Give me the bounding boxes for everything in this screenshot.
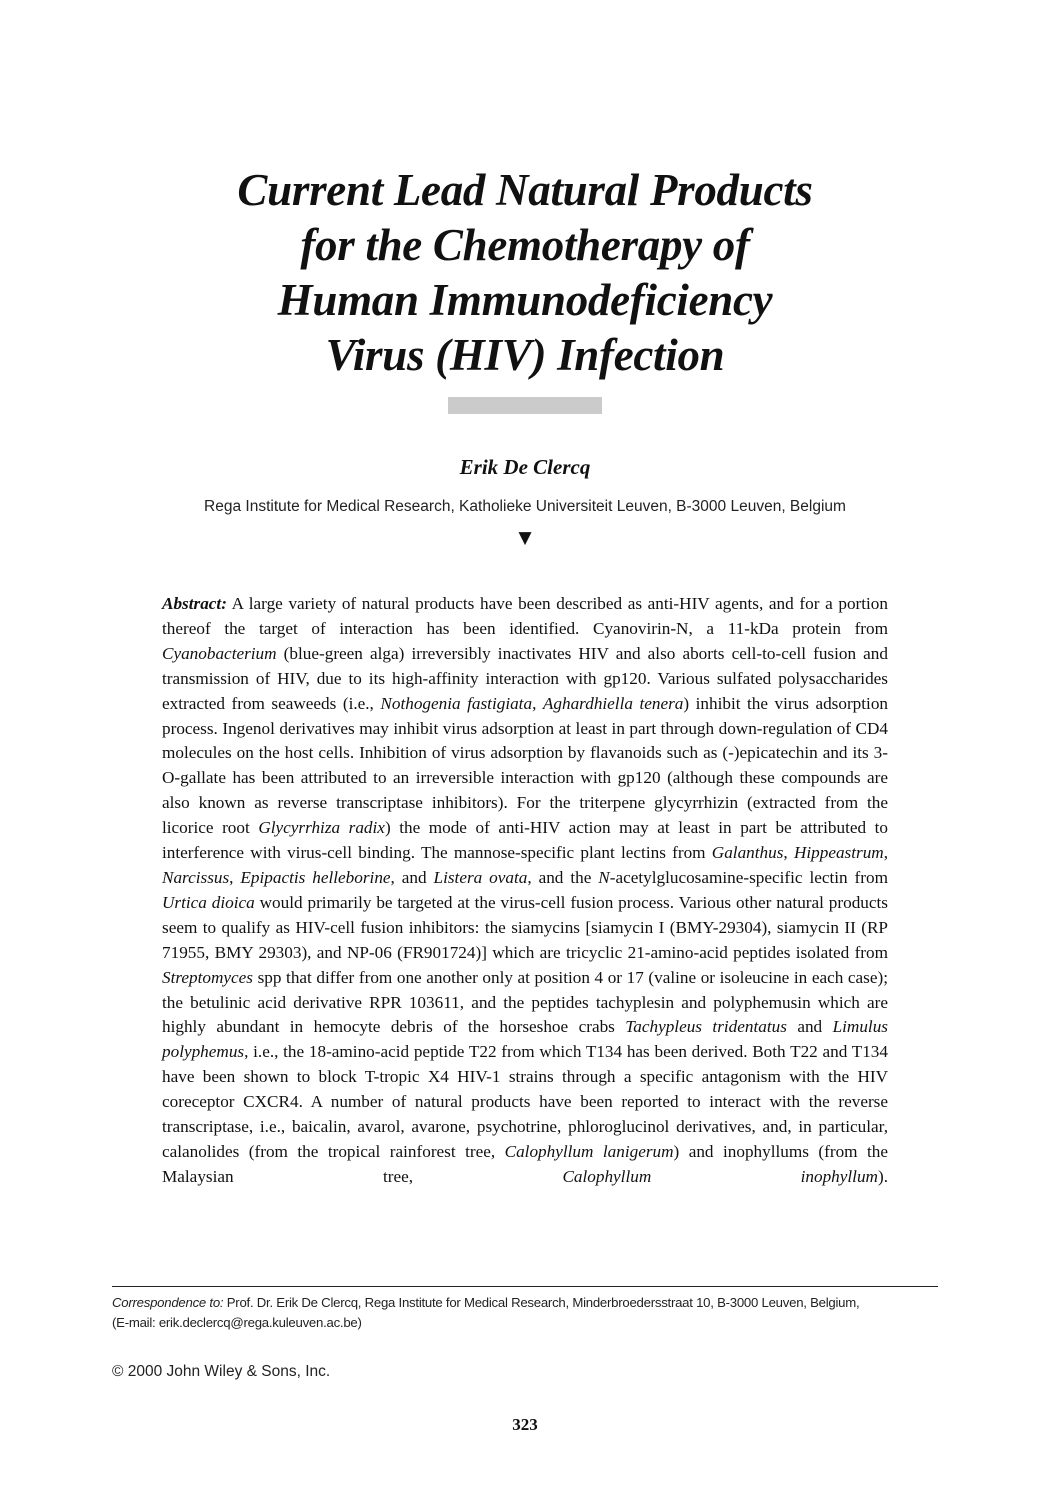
abstract-body	[162, 594, 888, 1186]
abstract-text: ) and inophyllums (from the Malaysian tree,	[162, 1141, 888, 1186]
italic-term: Cyanobacterium	[162, 643, 277, 663]
italic-term: Hippeastrum	[793, 843, 884, 863]
abstract-text: and	[786, 1017, 833, 1037]
correspondence-email: (E-mail: erik.declercq@rega.kuleuven.ac.be)	[112, 1315, 362, 1330]
italic-term: Calophyllum lanigerum	[504, 1141, 674, 1161]
page-number: 323	[512, 1415, 538, 1434]
italic-term: Glycyrrhiza radix	[258, 818, 385, 838]
triangle-down-icon: ▼	[518, 528, 532, 548]
abstract-text: ,	[783, 843, 794, 863]
italic-term: Limulus polyphemus	[162, 1017, 888, 1062]
abstract-text: ,	[532, 693, 543, 713]
italic-term: Tachypleus tridentatus	[625, 1017, 787, 1037]
italic-term: Calophyllum inophyllum	[562, 1166, 878, 1186]
abstract-text: -acetylglucosamine-specific lectin from	[609, 867, 888, 887]
italic-term: Epipactis helleborine	[240, 867, 391, 887]
abstract-text: spp that differ from one another only at position 4 or 17 (valine or isoleucine in each case); the betulinic acid derivative RPR 103611, and the peptides tachyplesin and polyphemusin which are highly abundant in hemocyte debris of the horseshoe crabs	[162, 967, 888, 1037]
abstract-text: , and the	[527, 867, 599, 887]
italic-term: Urtica dioica	[162, 892, 255, 912]
title-line: Human Immunodeficiency	[277, 275, 773, 325]
author-name: Erik De Clercq	[459, 455, 591, 479]
abstract-text: ).	[877, 1166, 888, 1186]
italic-term: Galanthus	[711, 843, 784, 863]
abstract-text: A large variety of natural products have been described as anti-HIV agents, and for a portion thereof the target of interaction has been identified. Cyanovirin-N, a 11-kDa protein from	[162, 594, 888, 638]
abstract-text: , and	[390, 867, 434, 887]
abstract-text: ) inhibit the virus adsorption process. Ingenol derivatives may inhibit virus adsorption at least in part through down-regulation of CD4 molecules on the host cells. Inhibition of virus adsorption by flavanoids such as (-)epicatechin and its 3-O-gallate has been attributed to an irreversible interaction with gp120 (although these compounds are also known as reverse transcriptase inhibitors). For the triterpene glycyrrhizin (extracted from the licorice root	[162, 693, 889, 838]
footnote-rule	[112, 1286, 938, 1287]
abstract-text: ) the mode of anti-HIV action may at least in part be attributed to interference with virus-cell binding. The mannose-specific plant lectins from	[162, 818, 888, 863]
article-title	[0, 163, 1050, 383]
abstract-text: would primarily be targeted at the virus-cell fusion process. Various other natural products seem to qualify as HIV-cell fusion inhibitors: the siamycins [siamycin I (BMY-29304), siamycin II (RP 71955, BMY 29303), and NP-06 (FR901724)] which are tricyclic 21-amino-acid peptides isolated from	[162, 892, 888, 962]
correspondence-address: Prof. Dr. Erik De Clercq, Rega Institute for Medical Research, Minderbroedersstraat 10, B-3000 Leuven, Belgium,	[223, 1295, 860, 1310]
abstract-label: Abstract:	[162, 594, 227, 613]
italic-term: Nothogenia fastigiata	[380, 693, 533, 713]
correspondence-label: Correspondence to:	[112, 1295, 224, 1310]
italic-term: Listera ovata	[433, 867, 528, 887]
italic-term: Streptomyces	[162, 967, 253, 987]
abstract-text: (blue-green alga) irreversibly inactivates HIV and also aborts cell-to-cell fusion and transmission of HIV, due to its high-affinity interaction with gp120. Various sulfated polysaccharides extracted from seaweeds (i.e.,	[162, 643, 888, 713]
abstract-text: ,	[883, 843, 889, 863]
abstract-text: ,	[229, 867, 241, 887]
italic-term: Aghardhiella tenera	[542, 693, 684, 713]
italic-term: Narcissus	[162, 867, 230, 887]
title-divider-bar	[448, 397, 602, 414]
correspondence-note	[112, 1293, 942, 1333]
title-line: Current Lead Natural Products	[237, 165, 813, 215]
author-affiliation: Rega Institute for Medical Research, Katholieke Universiteit Leuven, B-3000 Leuven, Belgium	[204, 498, 846, 515]
title-line: for the Chemotherapy of	[300, 220, 750, 270]
copyright-notice: © 2000 John Wiley & Sons, Inc.	[112, 1363, 331, 1380]
abstract-text: , i.e., the 18-amino-acid peptide T22 from which T134 has been derived. Both T22 and T134 have been shown to block T-tropic X4 HIV-1 strains through a specific antagonism with the HIV coreceptor CXCR4. A number of natural products have been reported to interact with the reverse transcriptase, i.e., baicalin, avarol, avarone, psychotrine, phloroglucinol derivatives, and, in particular, calanolides (from the tropical rainforest tree,	[162, 1042, 888, 1161]
italic-term: N	[598, 867, 610, 887]
abstract	[162, 592, 888, 1190]
title-line: Virus (HIV) Infection	[325, 330, 725, 380]
